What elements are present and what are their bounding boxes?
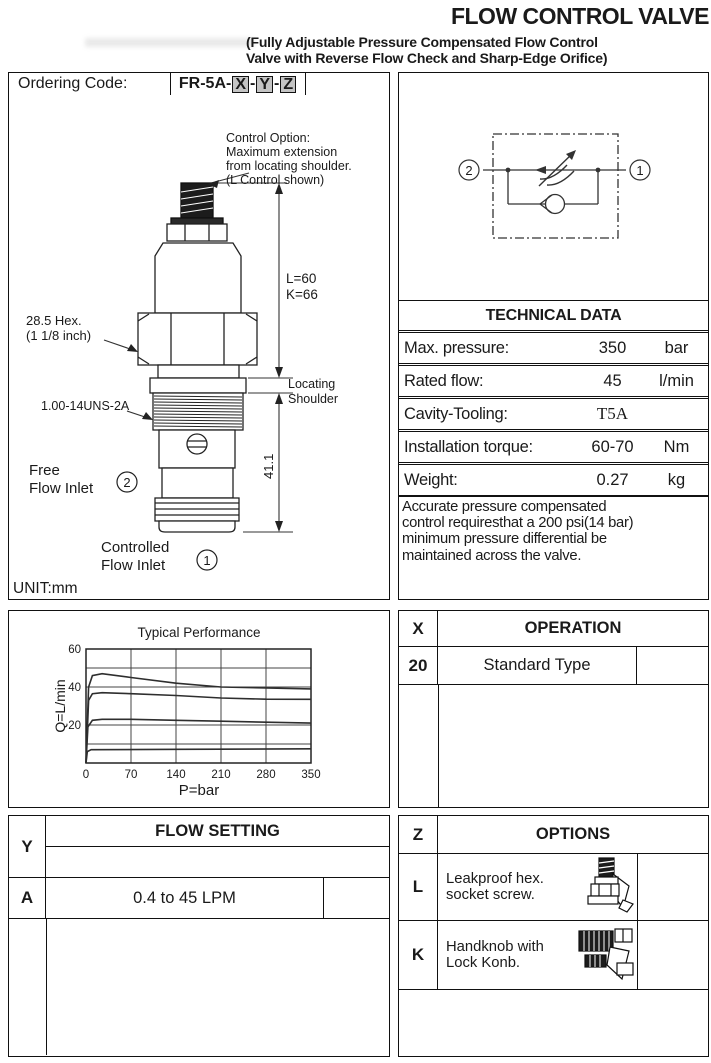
hydraulic-symbol-panel — [398, 72, 709, 301]
x-tick-label: 280 — [256, 769, 276, 781]
dim-lk-label: K=66 — [286, 287, 318, 302]
tech-label: Weight: — [404, 470, 458, 489]
option-label-line: Lock Konb. — [446, 955, 521, 971]
tech-value: 45 — [603, 371, 622, 390]
operation-header: OPERATION — [524, 619, 622, 637]
x-tick-label: 350 — [301, 769, 321, 781]
symbol-envelope — [493, 134, 618, 238]
operation-row-label: Standard Type — [438, 647, 637, 684]
unit-note: UNIT:mm — [13, 580, 78, 597]
note-line: Accurate pressure compensated — [402, 499, 607, 515]
junction-dot — [596, 168, 601, 173]
control-option-label: Control Option: — [226, 131, 311, 145]
valve-technical-drawing — [9, 95, 388, 597]
option-label-line: socket screw. — [446, 887, 535, 903]
option-row-key: L — [399, 854, 438, 920]
table-row — [399, 854, 708, 921]
control-option-label: Maximum extension — [226, 145, 338, 159]
hydraulic-symbol — [399, 73, 707, 299]
option-label-line: Leakproof hex. — [446, 870, 544, 887]
note-line: control requiresthat a 200 psi(14 bar) — [402, 515, 634, 532]
flow-setting-header: FLOW SETTING — [46, 816, 389, 847]
table-row — [399, 464, 708, 496]
table-row — [399, 647, 708, 685]
dim-lk-label: L=60 — [286, 271, 317, 286]
table-row — [399, 365, 708, 397]
tech-label: Cavity-Tooling: — [404, 404, 508, 423]
flow-setting-table — [8, 815, 390, 1057]
empty-cell — [47, 919, 389, 1055]
y-axis-label: Q=L/min — [52, 679, 68, 733]
table-row — [399, 431, 708, 463]
typical-performance-chart — [9, 611, 388, 806]
flow-setting-col-key: Y — [9, 816, 46, 877]
option-label-line: Handknob with — [446, 938, 544, 955]
options-col-key: Z — [399, 816, 438, 853]
code-x-box: X — [232, 76, 249, 93]
dim-41-label: 41.1 — [261, 453, 276, 479]
flow-direction-arrowhead — [535, 166, 546, 174]
tech-unit: l/min — [659, 371, 694, 390]
subtitle-line1: (Fully Adjustable Pressure Compensated Flow Control — [246, 34, 598, 50]
ordering-code-value — [171, 73, 306, 95]
code-sep2: - — [274, 75, 280, 92]
symbol-port1: 1 — [636, 163, 644, 178]
option-row-key: K — [399, 921, 438, 989]
x-tick-label: 140 — [166, 769, 186, 781]
ordering-code-table — [8, 72, 390, 96]
x-axis-label: P=bar — [178, 782, 220, 799]
flow-setting-7 — [86, 749, 311, 763]
tech-value: 350 — [598, 338, 627, 357]
options-table — [398, 815, 709, 1057]
x-tick-label: 0 — [82, 769, 90, 781]
tech-value: 0.27 — [596, 470, 629, 489]
operation-table — [398, 610, 709, 808]
page-title: FLOW CONTROL VALVE — [450, 3, 709, 29]
option-row-empty-cell — [638, 854, 708, 920]
tech-value: 60-70 — [591, 437, 634, 456]
symbol-port2: 2 — [465, 163, 473, 178]
locating-shoulder-label: Locating — [288, 377, 336, 391]
flow-setting-empty-row — [9, 919, 389, 1055]
locating-shoulder-label: Shoulder — [288, 392, 339, 406]
flow-setting-subheader-empty — [46, 847, 389, 877]
tech-unit: Nm — [663, 437, 690, 456]
operation-col-key: X — [399, 611, 438, 646]
control-option-label: from locating shoulder. — [226, 159, 352, 173]
code-z-box: Z — [280, 76, 296, 93]
pressure-differential-note — [399, 496, 708, 599]
tech-label: Rated flow: — [404, 371, 484, 390]
flow-setting-row-key: A — [9, 878, 46, 918]
operation-empty-row — [399, 685, 708, 808]
code-y-box: Y — [256, 76, 273, 93]
free-flow-label: Free — [29, 462, 60, 479]
operation-row-key: 20 — [399, 647, 438, 684]
junction-dot — [506, 168, 511, 173]
flow-setting-23 — [86, 719, 311, 763]
flow-setting-37 — [86, 693, 311, 763]
flow-setting-row-label: 0.4 to 45 LPM — [46, 878, 324, 918]
arrowhead — [275, 393, 283, 404]
controlled-flow-label: Flow Inlet — [101, 557, 166, 574]
page-subtitle — [246, 34, 607, 66]
chart-title: Typical Performance — [137, 625, 261, 640]
technical-data-header: TECHNICAL DATA — [399, 301, 708, 331]
tech-label: Max. pressure: — [404, 338, 509, 357]
valve-drawing-panel — [8, 95, 390, 600]
technical-data-table — [398, 300, 709, 600]
free-flow-label: Flow Inlet — [29, 480, 94, 497]
code-sep1: - — [250, 75, 256, 92]
hex-size-label: (1 1/8 inch) — [26, 328, 92, 343]
performance-chart-panel — [8, 610, 390, 808]
hex-size-label: 28.5 Hex. — [26, 313, 82, 328]
code-prefix: FR-5A- — [178, 75, 232, 92]
x-tick-label: 70 — [124, 769, 138, 781]
tech-unit: bar — [664, 338, 689, 357]
tech-unit: kg — [667, 470, 686, 489]
empty-key-cell — [9, 919, 47, 1055]
options-header: OPTIONS — [535, 825, 611, 843]
port1-number: 1 — [203, 553, 211, 568]
tech-value: T5A — [596, 404, 629, 423]
table-row — [399, 332, 708, 364]
arrowhead — [275, 521, 283, 532]
faded-watermark — [85, 38, 255, 47]
handknob-icon — [577, 925, 635, 985]
ordering-code-label: Ordering Code: — [9, 73, 171, 95]
y-tick-label: 20 — [68, 720, 81, 732]
note-line: minimum pressure differential be — [402, 531, 607, 548]
subtitle-line2: Valve with Reverse Flow Check and Sharp-Edge Orifice) — [246, 50, 608, 66]
controlled-flow-label: Controlled — [101, 539, 170, 556]
thread-spec-label: 1.00-14UNS-2A — [41, 399, 130, 413]
ordering-code-empty-cell — [306, 73, 389, 95]
tech-label: Installation torque: — [404, 437, 533, 456]
empty-cell — [439, 685, 708, 808]
leakproof-screw-icon — [579, 856, 635, 918]
control-option-label: (L Control shown) — [226, 173, 325, 187]
note-line: maintained across the valve. — [402, 547, 582, 564]
y-tick-label: 60 — [68, 644, 81, 656]
table-row — [9, 878, 389, 919]
operation-row-empty-cell — [637, 647, 708, 684]
y-tick-label: 40 — [68, 682, 81, 694]
table-row — [399, 398, 708, 430]
empty-key-cell — [399, 685, 439, 808]
port2-number: 2 — [123, 475, 131, 490]
table-row — [399, 921, 708, 990]
option-k-label — [438, 939, 544, 972]
option-l-label — [438, 871, 544, 904]
option-row-empty-cell — [638, 921, 708, 989]
flow-setting-row-empty-cell — [324, 878, 389, 918]
arrowhead — [275, 367, 283, 378]
x-tick-label: 210 — [211, 769, 231, 781]
